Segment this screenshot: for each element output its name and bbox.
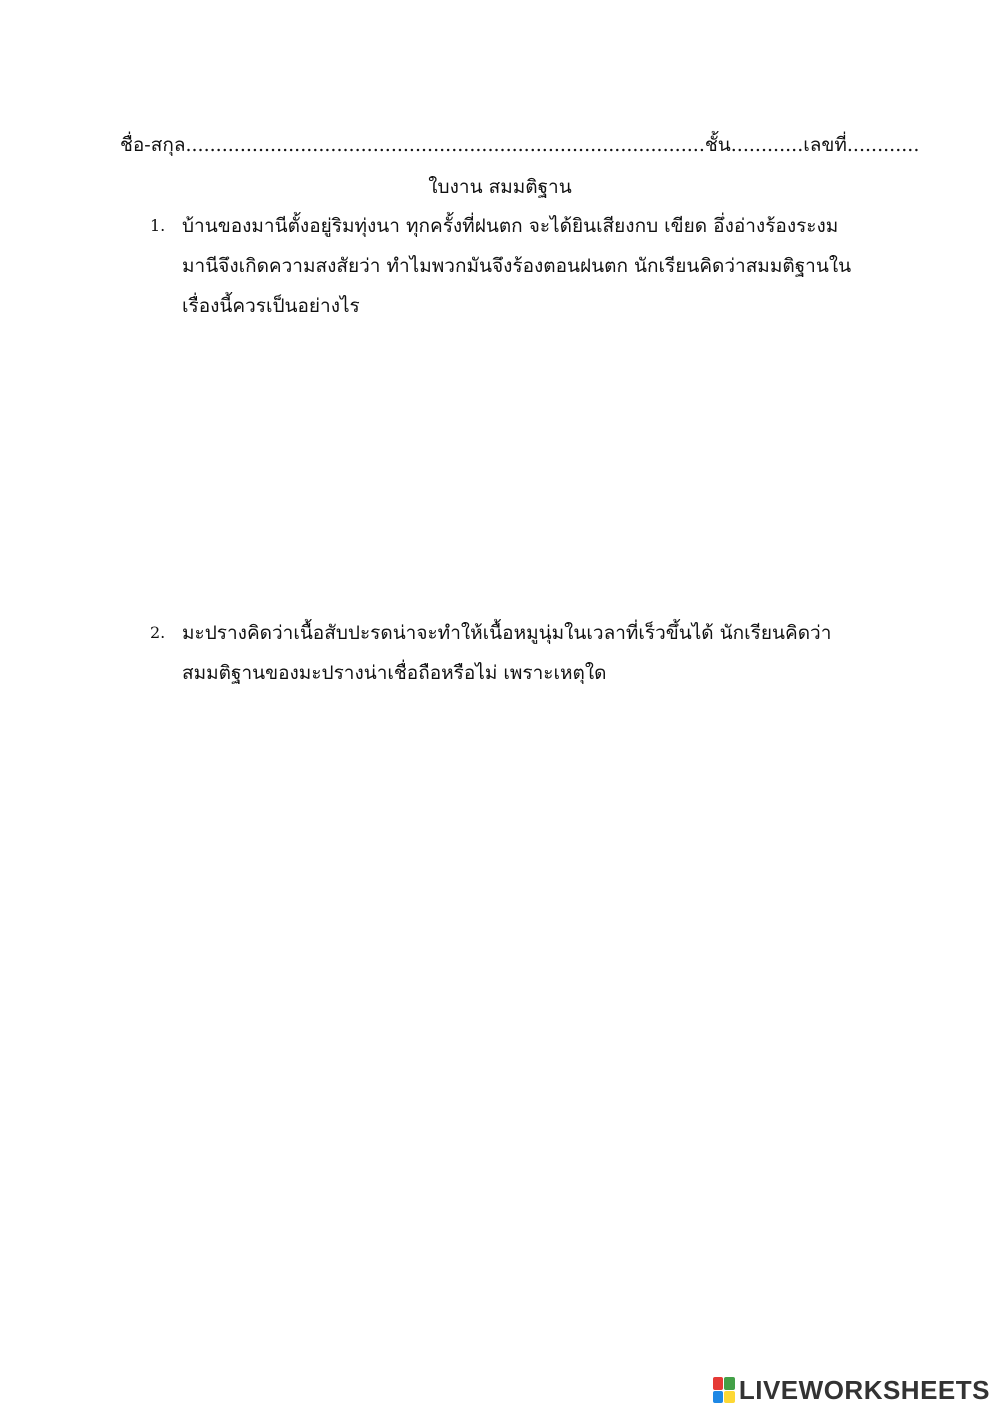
name-class-number-line: ชื่อ-สกุล......................................................................................ชั้น............เลขที่............ xyxy=(120,134,920,156)
question-number: 2. xyxy=(150,623,166,642)
question-line: บ้านของมานีตั้งอยู่ริมทุ่งนา ทุกครั้งที่ฝนตก จะได้ยินเสียงกบ เขียด อึ่งอ่างร้องระงม xyxy=(182,215,839,237)
question-2 xyxy=(150,613,870,693)
brand-text: LIVEWORKSHEETS xyxy=(738,1374,990,1405)
question-line: มะปรางคิดว่าเนื้อสับปะรดน่าจะทำให้เนื้อหมูนุ่มในเวลาที่เร็วขึ้นได้ นักเรียนคิดว่า xyxy=(182,622,832,644)
question-line: มานีจึงเกิดความสงสัยว่า ทำไมพวกมันจึงร้องตอนฝนตก นักเรียนคิดว่าสมมติฐานใน xyxy=(182,255,852,277)
logo-tile xyxy=(724,1377,735,1390)
question-text xyxy=(182,206,870,326)
question-1 xyxy=(150,206,870,326)
liveworksheets-logo-icon xyxy=(713,1377,735,1403)
question-text xyxy=(182,613,870,693)
logo-tile xyxy=(713,1377,724,1390)
liveworksheets-brand xyxy=(713,1375,990,1405)
worksheet-title: ใบงาน สมมติฐาน xyxy=(428,176,572,198)
question-line: สมมติฐานของมะปรางน่าเชื่อถือหรือไม่ เพราะเหตุใด xyxy=(182,662,607,684)
logo-tile xyxy=(724,1391,735,1404)
logo-tile xyxy=(713,1391,724,1404)
question-line: เรื่องนี้ควรเป็นอย่างไร xyxy=(182,295,360,317)
question-number: 1. xyxy=(150,216,166,235)
